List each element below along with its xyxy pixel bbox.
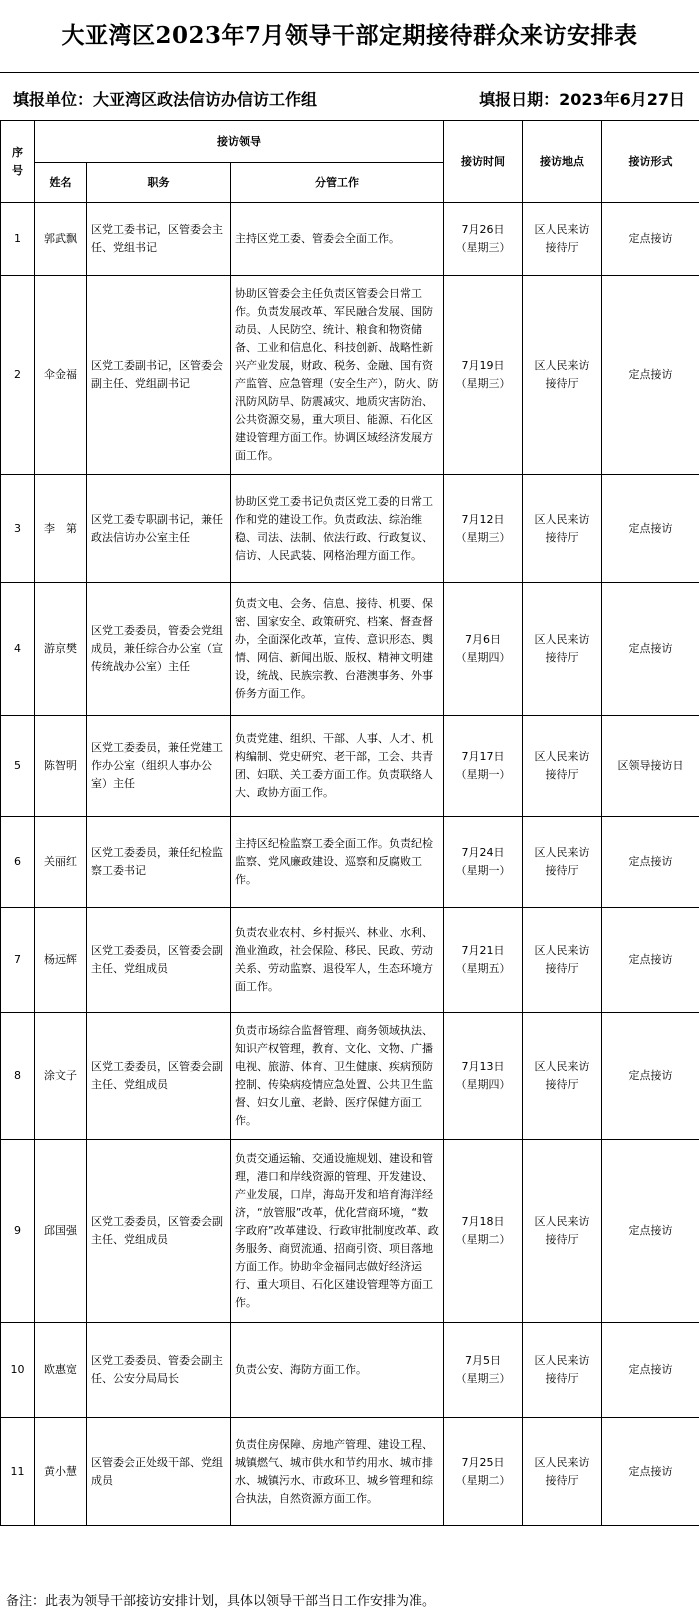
table-row — [1, 276, 699, 475]
row-seq: 6 — [1, 817, 35, 908]
row-duty: 协助区党工委书记负责区党工委的日常工作和党的建设工作。负责政法、综治维稳、司法、法制、依法行政、行政复议、信访、人民武装、网格治理方面工作。 — [231, 475, 444, 583]
row-weekday: （星期三） — [455, 1372, 511, 1385]
row-date: 7月25日 — [461, 1455, 505, 1469]
row-date: 7月13日 — [461, 1060, 505, 1073]
row-date: 7月12日 — [461, 512, 505, 526]
row-place: 区人民来访接待厅 — [523, 583, 602, 716]
row-name: 欧惠宽 — [35, 1323, 87, 1418]
row-seq: 10 — [1, 1323, 35, 1418]
row-duty: 负责农业农村、乡村振兴、林业、水利、渔业渔政，社会保险、移民、民政、劳动关系、劳动监察、退役军人，生态环境方面工作。 — [231, 908, 444, 1013]
header-position: 职务 — [87, 163, 231, 203]
row-position: 区管委会正处级干部、党组成员 — [87, 1418, 231, 1526]
row-name: 邱国强 — [35, 1140, 87, 1323]
row-date: 7月17日 — [461, 750, 505, 763]
row-duty: 主持区党工委、管委会全面工作。 — [231, 203, 444, 276]
row-weekday: （星期二） — [455, 1473, 511, 1487]
row-name: 游京樊 — [35, 583, 87, 716]
row-name: 陈智明 — [35, 716, 87, 817]
table-row — [1, 1013, 699, 1140]
row-form: 定点接访 — [602, 1013, 699, 1140]
row-date: 7月5日 — [465, 1354, 501, 1367]
row-place: 区人民来访接待厅 — [523, 1418, 602, 1526]
row-date: 7月26日 — [461, 223, 505, 236]
row-name: 李 第 — [35, 475, 87, 583]
row-date: 7月24日 — [461, 846, 505, 859]
row-form: 定点接访 — [602, 475, 699, 583]
table-row — [1, 1323, 699, 1418]
meta-bar — [0, 78, 699, 118]
row-duty: 负责文电、会务、信息、接待、机要、保密、国家安全、政策研究、档案、督查督办，全面深化改革，宣传、意识形态、舆情、网信、新闻出版、版权、精神文明建设，统战、民族宗教、台港澳事务、外事侨务方面工作。 — [231, 583, 444, 716]
row-seq: 1 — [1, 203, 35, 276]
header-name: 姓名 — [35, 163, 87, 203]
row-time — [444, 1140, 523, 1323]
row-seq: 2 — [1, 276, 35, 475]
row-weekday: （星期一） — [455, 864, 511, 877]
row-time — [444, 276, 523, 475]
header-time: 接访时间 — [444, 121, 523, 203]
reporting-date: 填报日期：2023年6月27日 — [479, 90, 685, 109]
row-position: 区党工委委员，兼任党建工作办公室（组织人事办公室）主任 — [87, 716, 231, 817]
table-row — [1, 716, 699, 817]
row-form: 定点接访 — [602, 1140, 699, 1323]
row-place: 区人民来访接待厅 — [523, 1323, 602, 1418]
row-weekday: （星期四） — [455, 1078, 511, 1091]
row-date: 7月21日 — [461, 944, 505, 957]
row-position: 区党工委委员，管委会党组成员，兼任综合办公室（宣传统战办公室）主任 — [87, 583, 231, 716]
table-row — [1, 908, 699, 1013]
row-name: 黄小慧 — [35, 1418, 87, 1526]
row-form: 定点接访 — [602, 817, 699, 908]
row-seq: 4 — [1, 583, 35, 716]
row-date: 7月18日 — [461, 1215, 505, 1228]
row-weekday: （星期三） — [455, 377, 511, 390]
row-time — [444, 1418, 523, 1526]
row-time — [444, 908, 523, 1013]
header-duty: 分管工作 — [231, 163, 444, 203]
row-position: 区党工委委员，区管委会副主任、党组成员 — [87, 1140, 231, 1323]
row-place: 区人民来访接待厅 — [523, 908, 602, 1013]
row-name: 关丽红 — [35, 817, 87, 908]
row-place: 区人民来访接待厅 — [523, 716, 602, 817]
row-weekday: （星期二） — [455, 1233, 511, 1246]
row-time — [444, 1013, 523, 1140]
row-name: 涂文子 — [35, 1013, 87, 1140]
table-row — [1, 583, 699, 716]
row-place: 区人民来访接待厅 — [523, 1140, 602, 1323]
header-form: 接访形式 — [602, 121, 699, 203]
row-seq: 7 — [1, 908, 35, 1013]
row-position: 区党工委书记，区管委会主任、党组书记 — [87, 203, 231, 276]
row-name: 郭武飘 — [35, 203, 87, 276]
row-place: 区人民来访接待厅 — [523, 203, 602, 276]
row-seq: 5 — [1, 716, 35, 817]
page-title: 大亚湾区2023年7月领导干部定期接待群众来访安排表 — [61, 22, 638, 49]
row-place: 区人民来访接待厅 — [523, 817, 602, 908]
row-weekday: （星期三） — [455, 530, 511, 544]
row-seq: 8 — [1, 1013, 35, 1140]
row-time — [444, 1323, 523, 1418]
row-form: 定点接访 — [602, 203, 699, 276]
row-duty: 负责公安、海防方面工作。 — [231, 1323, 444, 1418]
row-duty: 负责党建、组织、干部、人事、人才、机构编制、党史研究、老干部，工会、共青团、妇联、关工委方面工作。负责联络人大、政协方面工作。 — [231, 716, 444, 817]
header-seq: 序号 — [1, 121, 35, 203]
row-time — [444, 475, 523, 583]
row-form: 定点接访 — [602, 908, 699, 1013]
row-time — [444, 203, 523, 276]
header-place: 接访地点 — [523, 121, 602, 203]
header-row-1 — [1, 121, 699, 163]
row-form: 定点接访 — [602, 1418, 699, 1526]
table-row — [1, 1418, 699, 1526]
footnote: 备注：此表为领导干部接访安排计划，具体以领导干部当日工作安排为准。 — [6, 1594, 436, 1609]
row-name: 杨远辉 — [35, 908, 87, 1013]
row-time — [444, 583, 523, 716]
row-date: 7月6日 — [465, 633, 501, 646]
row-duty: 主持区纪检监察工委全面工作。负责纪检监察、党风廉政建设、巡察和反腐败工作。 — [231, 817, 444, 908]
table-row — [1, 475, 699, 583]
row-weekday: （星期三） — [455, 241, 511, 254]
row-weekday: （星期五） — [455, 962, 511, 975]
row-date: 7月19日 — [461, 359, 505, 372]
row-position: 区党工委委员，区管委会副主任、党组成员 — [87, 1013, 231, 1140]
row-place: 区人民来访接待厅 — [523, 475, 602, 583]
table-row — [1, 203, 699, 276]
row-place: 区人民来访接待厅 — [523, 276, 602, 475]
row-position: 区党工委副书记，区管委会副主任、党组副书记 — [87, 276, 231, 475]
header-leader-group: 接访领导 — [35, 121, 444, 163]
row-seq: 9 — [1, 1140, 35, 1323]
schedule-table — [0, 120, 699, 1526]
row-seq: 11 — [1, 1418, 35, 1526]
row-duty: 协助区管委会主任负责区管委会日常工作。负责发展改革、军民融合发展、国防动员、人民防空、统计、粮食和物资储备、工业和信息化、科技创新、战略性新兴产业发展，财政、税务、金融、国有资产监管、应急管理（安全生产），防火、防汛防风防旱、防震减灾、地质灾害防治、公共资源交易，重大项目、能源、石化区建设管理方面工作。协调区域经济发展方面工作。 — [231, 276, 444, 475]
table-row — [1, 817, 699, 908]
row-time — [444, 817, 523, 908]
row-form: 定点接访 — [602, 583, 699, 716]
row-form: 定点接访 — [602, 276, 699, 475]
reporting-unit: 填报单位：大亚湾区政法信访办信访工作组 — [13, 90, 318, 109]
row-weekday: （星期一） — [455, 768, 511, 781]
row-seq: 3 — [1, 475, 35, 583]
row-duty: 负责市场综合监督管理、商务领域执法、知识产权管理，教育、文化、文物、广播电视、旅游、体育、卫生健康、疾病预防控制、传染病疫情应急处置、公共卫生监督、妇女儿童、老龄、医疗保健方面工作。 — [231, 1013, 444, 1140]
row-form: 定点接访 — [602, 1323, 699, 1418]
row-form: 区领导接访日 — [602, 716, 699, 817]
table-row — [1, 1140, 699, 1323]
row-name: 伞金福 — [35, 276, 87, 475]
row-position: 区党工委委员，区管委会副主任、党组成员 — [87, 908, 231, 1013]
row-time — [444, 716, 523, 817]
row-place: 区人民来访接待厅 — [523, 1013, 602, 1140]
row-position: 区党工委委员，兼任纪检监察工委书记 — [87, 817, 231, 908]
title-divider — [0, 72, 699, 73]
table-body — [1, 121, 699, 1526]
row-position: 区党工委委员、管委会副主任、公安分局局长 — [87, 1323, 231, 1418]
row-duty: 负责交通运输、交通设施规划、建设和管理，港口和岸线资源的管理、开发建设、产业发展，口岸，海岛开发和培育海洋经济，“放管服”改革，优化营商环境，“数字政府”改革建设、行政审批制度改革、政务服务、商贸流通、招商引资、项目落地方面工作。协助伞金福同志做好经济运行、重大项目、石化区建设管理等方面工作。 — [231, 1140, 444, 1323]
row-position: 区党工委专职副书记，兼任政法信访办公室主任 — [87, 475, 231, 583]
row-duty: 负责住房保障、房地产管理、建设工程、城镇燃气、城市供水和节约用水、城市排水、城镇污水、市政环卫、城乡管理和综合执法，自然资源方面工作。 — [231, 1418, 444, 1526]
row-weekday: （星期四） — [455, 651, 511, 664]
